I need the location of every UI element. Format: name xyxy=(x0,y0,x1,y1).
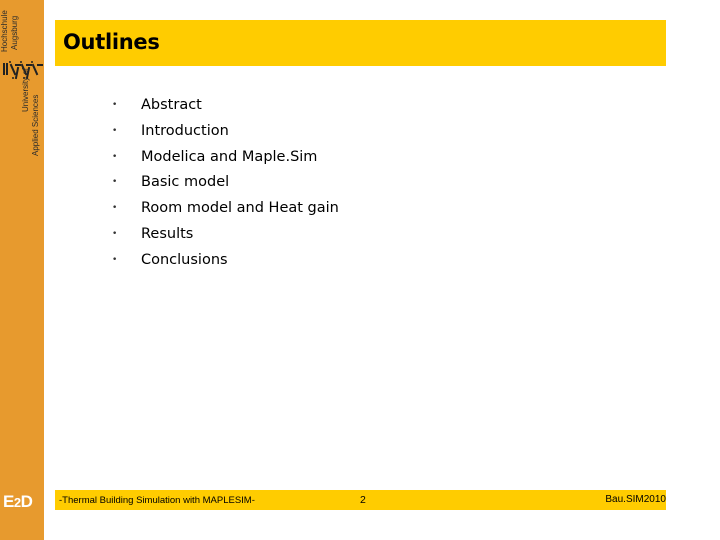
list-item-text: Modelica and Maple.Sim xyxy=(141,148,318,165)
footer-presentation-title: -Thermal Building Simulation with MAPLESIM- xyxy=(59,495,255,506)
bullet-icon: • xyxy=(112,100,118,110)
university-name-line-3: University of xyxy=(21,67,30,112)
university-name-line-4: Applied Sciences xyxy=(31,94,40,156)
sidebar xyxy=(0,0,44,540)
footer-bar xyxy=(55,490,666,510)
bullet-icon: • xyxy=(112,151,118,162)
university-logo-block xyxy=(0,0,44,160)
list-item-text: Introduction xyxy=(141,122,229,139)
university-name-line-1: Hochschule xyxy=(0,10,9,52)
title-bar xyxy=(55,20,666,66)
list-item-text: Conclusions xyxy=(141,251,228,268)
bullet-icon: • xyxy=(112,125,118,136)
list-item-text: Basic model xyxy=(141,174,230,191)
list-item-text: Results xyxy=(141,225,194,242)
list-item-text: Room model and Heat gain xyxy=(141,200,339,217)
bullet-icon: • xyxy=(112,177,118,188)
bullet-icon: • xyxy=(112,254,118,265)
bullet-icon: • xyxy=(112,203,118,214)
slide-title: Outlines xyxy=(63,30,160,54)
list-item-text: Abstract xyxy=(141,97,202,113)
bullet-icon: • xyxy=(112,228,118,239)
e2d-logo: E2D xyxy=(3,492,33,511)
university-name-line-2: Augsburg xyxy=(10,15,19,50)
page-number: 2 xyxy=(360,494,366,506)
footer-conference: Bau.SIM2010 xyxy=(605,494,666,505)
